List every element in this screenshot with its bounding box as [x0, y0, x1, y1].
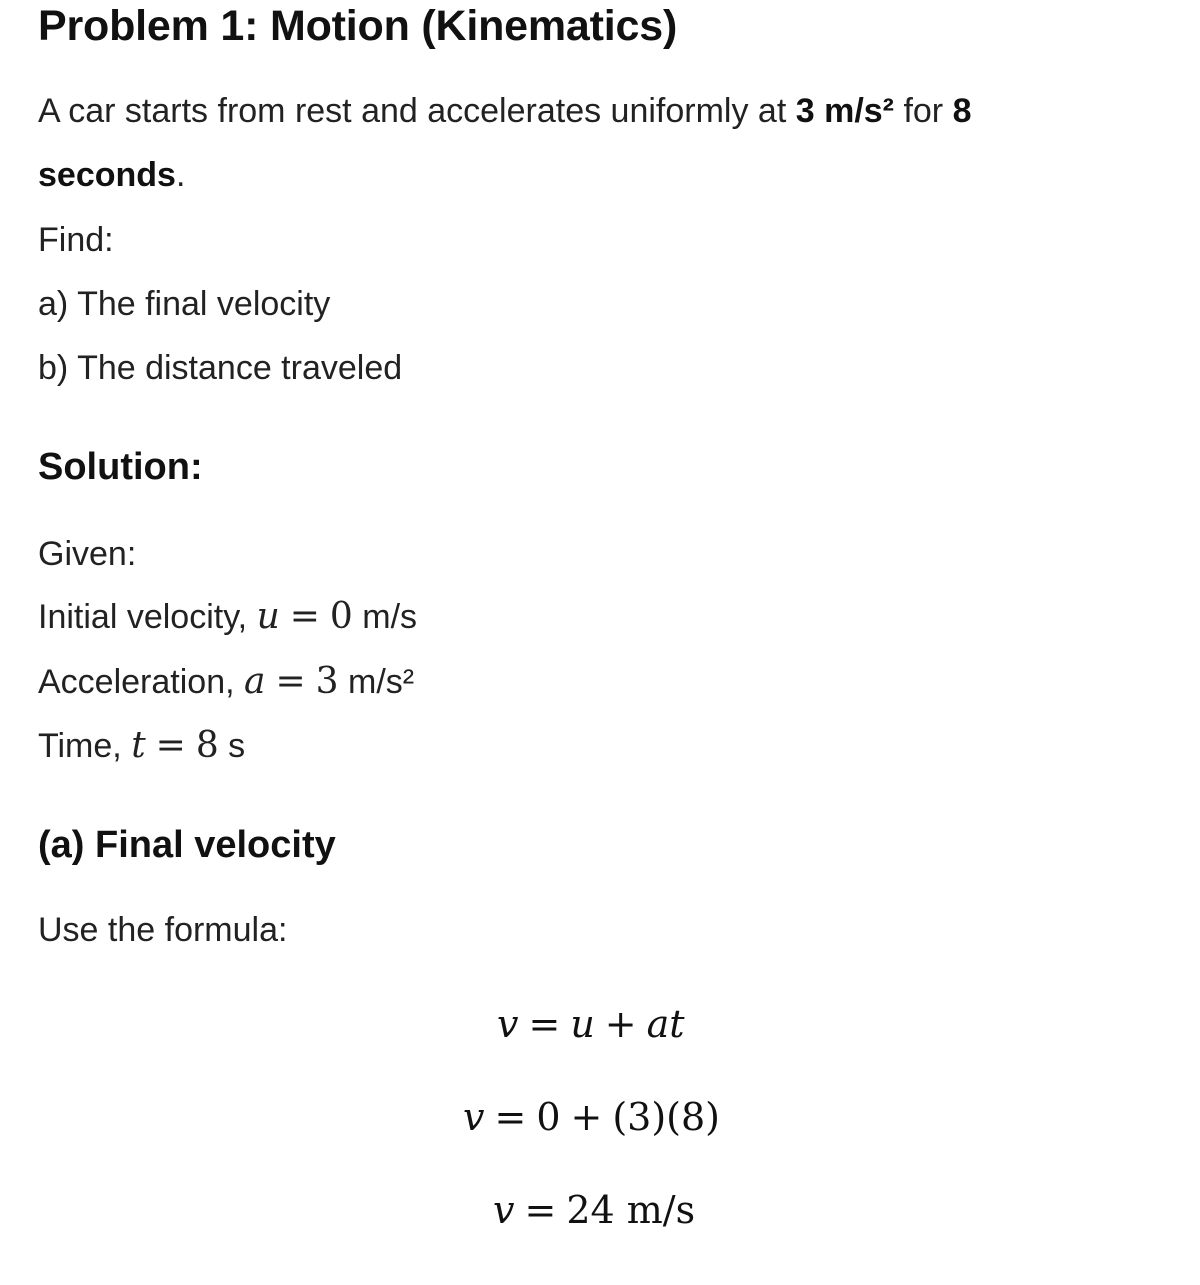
given-time: [38, 726, 245, 766]
eq3-result: 24 m/s: [566, 1188, 696, 1232]
equals-sign: =: [289, 596, 320, 637]
question-part-a: a) The final velocity: [38, 285, 331, 323]
equation-result: [493, 1188, 695, 1232]
find-label: Find:: [38, 221, 114, 259]
initial-velocity-number: 0: [329, 596, 353, 637]
time-label: Time,: [38, 727, 132, 765]
acceleration-unit: m/s²: [338, 663, 415, 701]
seconds-text: seconds: [38, 156, 176, 194]
initial-velocity-label: Initial velocity,: [38, 598, 257, 636]
eq1-lhs: v: [497, 1002, 519, 1046]
symbol-u: u: [256, 596, 280, 637]
period-text: .: [175, 156, 186, 194]
eq1-at: at: [646, 1002, 685, 1046]
time-value: 8: [952, 92, 972, 130]
eq2-lhs: v: [463, 1095, 485, 1139]
eq1-plus: +: [604, 1002, 637, 1046]
question-part-b: b) The distance traveled: [38, 349, 403, 387]
eq3-equals: =: [524, 1188, 557, 1232]
given-initial-velocity: [38, 597, 417, 637]
eq2-plus: +: [570, 1095, 603, 1139]
solution-heading: Solution:: [38, 446, 203, 488]
acceleration-label: Acceleration,: [38, 663, 244, 701]
eq2-equals: =: [494, 1095, 527, 1139]
equation-formula: [497, 1002, 685, 1046]
page-title: Problem 1: Motion (Kinematics): [38, 2, 678, 50]
time-number: 8: [195, 725, 219, 766]
equals-sign: =: [155, 725, 186, 766]
initial-velocity-unit: m/s: [352, 598, 418, 636]
equation-substitution: [463, 1095, 720, 1139]
time-unit: s: [218, 727, 246, 765]
given-label: Given:: [38, 535, 137, 573]
given-acceleration: [38, 662, 414, 702]
acceleration-number: 3: [315, 661, 339, 702]
eq2-zero: 0: [536, 1095, 561, 1139]
use-formula-text: Use the formula:: [38, 911, 288, 949]
symbol-a: a: [244, 661, 266, 702]
acceleration-value: 3 m/s²: [795, 92, 894, 130]
problem-intro-text: A car starts from rest and accelerates uniformly at: [38, 92, 796, 130]
eq1-u: u: [570, 1002, 595, 1046]
for-text: for: [894, 92, 953, 130]
eq3-lhs: v: [493, 1188, 515, 1232]
eq1-equals: =: [528, 1002, 561, 1046]
part-a-heading: (a) Final velocity: [38, 824, 336, 866]
problem-statement-line-2: [38, 155, 185, 195]
equals-sign: =: [275, 661, 306, 702]
problem-statement-line-1: [38, 91, 972, 131]
eq2-product: (3)(8): [612, 1095, 720, 1139]
symbol-t: t: [131, 725, 146, 766]
